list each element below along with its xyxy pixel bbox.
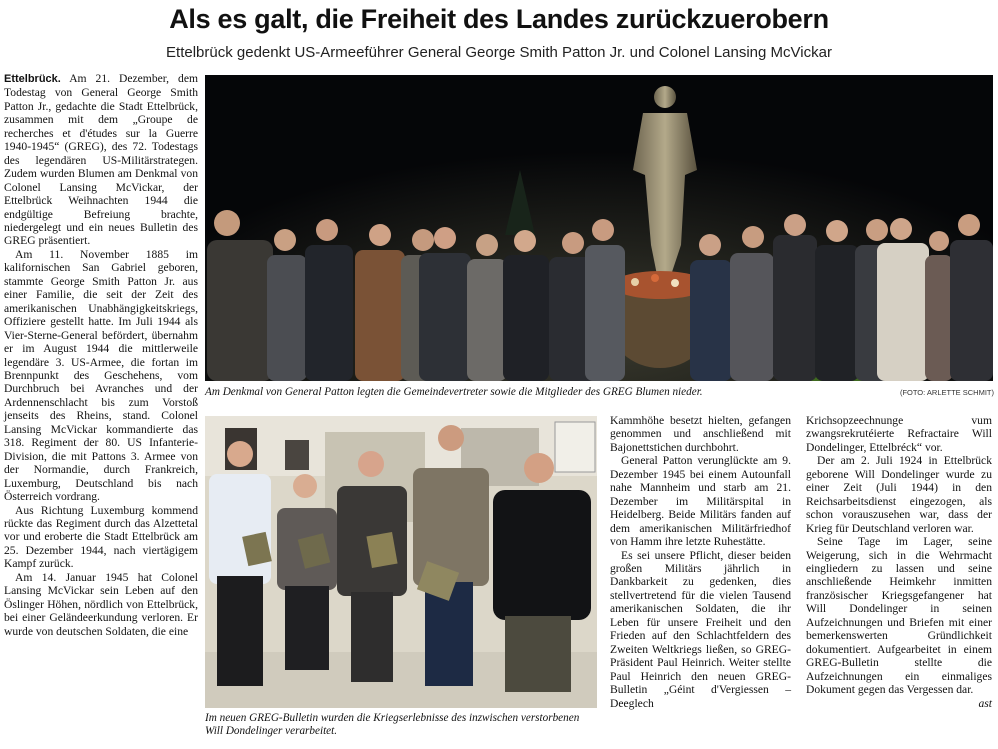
article-paragraph: Der am 2. Juli 1924 in Ettelbrück geborene Will Dondelinger wurde zu einer Zeit (Juli 1944) in den Reichsarbeitsdienst eingezogen, als schon vorauszusehen war, dass der Krieg für Deutschland verloren war. <box>806 454 992 535</box>
article-paragraph <box>806 535 992 710</box>
article-paragraph: Kammhöhe besetzt hielten, gefangen genommen und anschließend mit Bajonettstichen durchbohrt. <box>610 414 791 454</box>
article-paragraph <box>4 72 198 248</box>
photo-credit: (FOTO: ARLETTE SCHMIT) <box>899 388 994 397</box>
article-paragraph: Krichsopzeechnunge vum zwangsrekrutéierte Refractaire Will Dondelinger, Ettelbréck“ vor. <box>806 414 992 454</box>
article-paragraph: Am 14. Januar 1945 hat Colonel Lansing McVickar sein Leben auf den Öslinger Höhen, nördlich von Ettelbrück, bei einer Geländeerkundung verloren. Er wurde von deutschen Soldaten, die eine <box>4 570 198 638</box>
photo-greg-bulletin <box>205 416 597 708</box>
article-column-2 <box>610 414 791 710</box>
headline: Als es galt, die Freiheit des Landes zurückzuerobern <box>169 4 829 34</box>
paragraph-text: Seine Tage im Lager, seine Weigerung, sich in die Wehrmacht eingliedern zu lassen und seine anschließende Heimkehr inmitten französischer Kriegsgefangener hat Will Dondelinger in seinen Aufzeichnungen und Briefen mit einer bemerkenswerten Gründlichkeit dokumentiert. Aufgearbeitet in einem GREG-Bulletin stellte die Aufzeichnungen ein einmaliges Dokument gegen das Vergessen dar. <box>806 535 992 697</box>
subheadline: Ettelbrück gedenkt US-Armeeführer General George Smith Patton Jr. und Colonel Lansing McVickar <box>166 44 832 61</box>
article-column-1 <box>4 72 198 638</box>
photo-caption-main: Am Denkmal von General Patton legten die Gemeindevertreter sowie die Mitglieder des GREG Blumen nieder. <box>205 386 703 398</box>
article-paragraph: Am 11. November 1885 im kalifornischen San Gabriel geboren, stammte George Smith Patton Jr. aus einer Familie, die seit der Zeit des amerikanischen Unabhängigkeitskriegs, Offiziere gestellt hatte. Im Juli 1944 als Vier-Sterne-General befördert, übernahm er im August 1944 die mittlerweile legendäre 3. US-Armee, die fortan im Brennpunkt des Geschehens, vom Durchbruch bei Avranches und der Ardennenschlacht bis zum Vorstoß jenseits des Rheins, stand. Colonel Lansing McVickar kommandierte das 318. Regiment der 80. US Infanterie-Division, die mit Pattons 3. Armee von der Normandie, durch Frankreich, Luxemburg, Deutschland bis nach Österreich vordrang. <box>4 247 198 504</box>
article-paragraph: Aus Richtung Luxemburg kommend rückte das Regiment durch das Alzettetal vor und eroberte die Stadt Ettelbrück am 25. Dezember 1944, nach viertägigem Kampf zurück. <box>4 503 198 571</box>
dateline: Ettelbrück. <box>4 73 61 85</box>
photo-patton-memorial <box>205 75 993 381</box>
article-paragraph: General Patton verunglückte am 9. Dezember 1945 bei einem Autounfall nahe Mannheim und starb am 21. Dezember im Militärspital in Heidelberg. Beide Militärs fanden auf dem amerikanischen Militärfriedhof von Hamm ihre letzte Ruhestätte. <box>610 454 791 549</box>
photo-caption-secondary: Im neuen GREG-Bulletin wurden die Kriegserlebnisse des inzwischen verstorbenen Will Dondelinger verarbeitet. <box>205 712 580 737</box>
memorial-group-illustration <box>205 75 993 381</box>
article-paragraph: Es sei unsere Pflicht, dieser beiden großen Militärs jährlich in Dankbarkeit zu gedenken, dies stellvertretend für die vielen Tausend amerikanischen Soldaten, die ihr Leben für unsere Freiheit und den Frieden auf den Schlachtfeldern des Zweiten Weltkriegs ließen, so GREG-Präsident Paul Heinrich. Weiter stellte Paul Heinrich den neuen GREG-Bulletin „Géint d'Vergiessen – Deeglech <box>610 548 791 710</box>
author-initials: ast <box>978 696 992 710</box>
paragraph-text: Am 21. Dezember, dem Todestag von General George Smith Patton Jr., gedachte die Stadt Ettelbrück, zusammen mit dem „Groupe de recherches et d'études sur la Guerre 1940-1945“ (GREG), des 72. Todestags des legendären US-Militärstrategen. Zudem wurden Blumen am Denkmal von Colonel Lansing McVickar, der Ettelbrück Weihnachten 1944 die endgültige Befreiung brachte, niedergelegt und ein neues Bulletin des GREG präsentiert. <box>4 72 198 248</box>
bulletin-presentation-illustration <box>205 416 597 708</box>
article-column-3 <box>806 414 992 710</box>
